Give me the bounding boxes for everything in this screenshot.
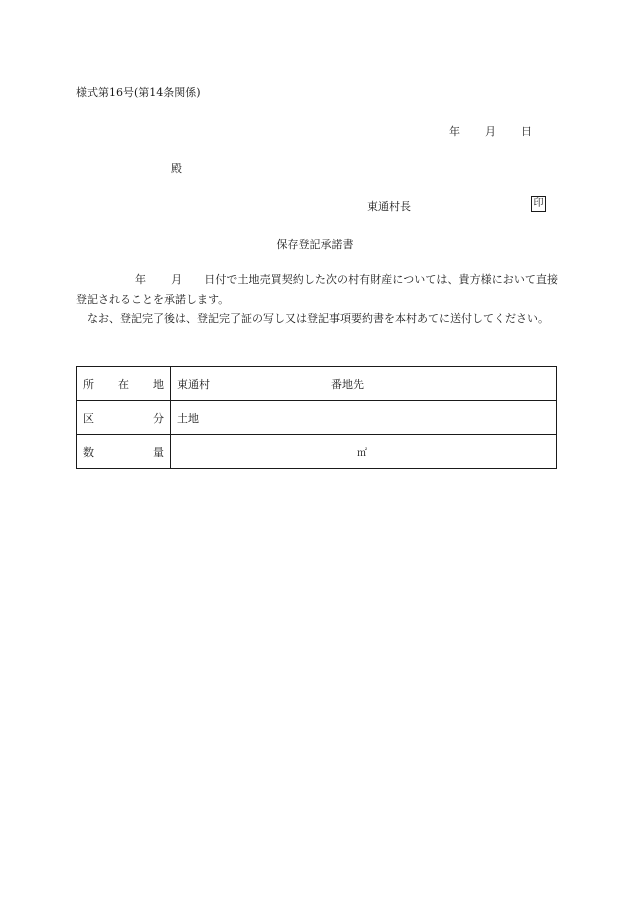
category-label-char-2: 分 (153, 411, 164, 425)
addressee: 殿 (171, 162, 182, 175)
paragraph-1-year: 年 (135, 273, 147, 286)
date-year: 年 (449, 125, 460, 138)
quantity-label-char-1: 数 (83, 445, 94, 459)
paragraph-1-text: 日付で土地売買契約した次の村有財産については、貴方様において直接登記されることを承諾します。 (76, 273, 558, 306)
body-text (76, 270, 558, 329)
table-row-quantity (77, 435, 557, 469)
info-table (76, 366, 557, 469)
table-row-category (77, 401, 557, 435)
location-value (171, 367, 557, 401)
location-label-char-3: 地 (153, 377, 164, 391)
location-village: 東通村 (177, 377, 210, 391)
location-label (77, 367, 171, 401)
category-label-char-1: 区 (83, 411, 94, 425)
table-row-location (77, 367, 557, 401)
quantity-unit: ㎡ (357, 448, 367, 459)
quantity-label (77, 435, 171, 469)
category-value: 土地 (171, 401, 557, 435)
sender-name: 東通村長 (367, 200, 411, 213)
paragraph-2-text: なお、登記完了後は、登記完了証の写し又は登記事項要約書を本村あてに送付してください。 (87, 312, 549, 325)
paragraph-2 (76, 309, 558, 329)
date-day: 日 (521, 125, 532, 138)
form-number: 様式第16号(第14条関係) (76, 86, 201, 99)
document-title: 保存登記承諾書 (276, 238, 354, 251)
quantity-label-char-2: 量 (153, 445, 164, 459)
paragraph-1 (76, 270, 558, 309)
seal-stamp: 印 (531, 196, 546, 212)
location-label-char-1: 所 (83, 377, 94, 391)
date-month: 月 (485, 125, 496, 138)
location-suffix: 番地先 (331, 377, 364, 391)
location-label-char-2: 在 (118, 377, 129, 391)
quantity-value (171, 435, 557, 469)
date-line (449, 123, 532, 139)
paragraph-1-month: 月 (171, 273, 183, 286)
category-label (77, 401, 171, 435)
